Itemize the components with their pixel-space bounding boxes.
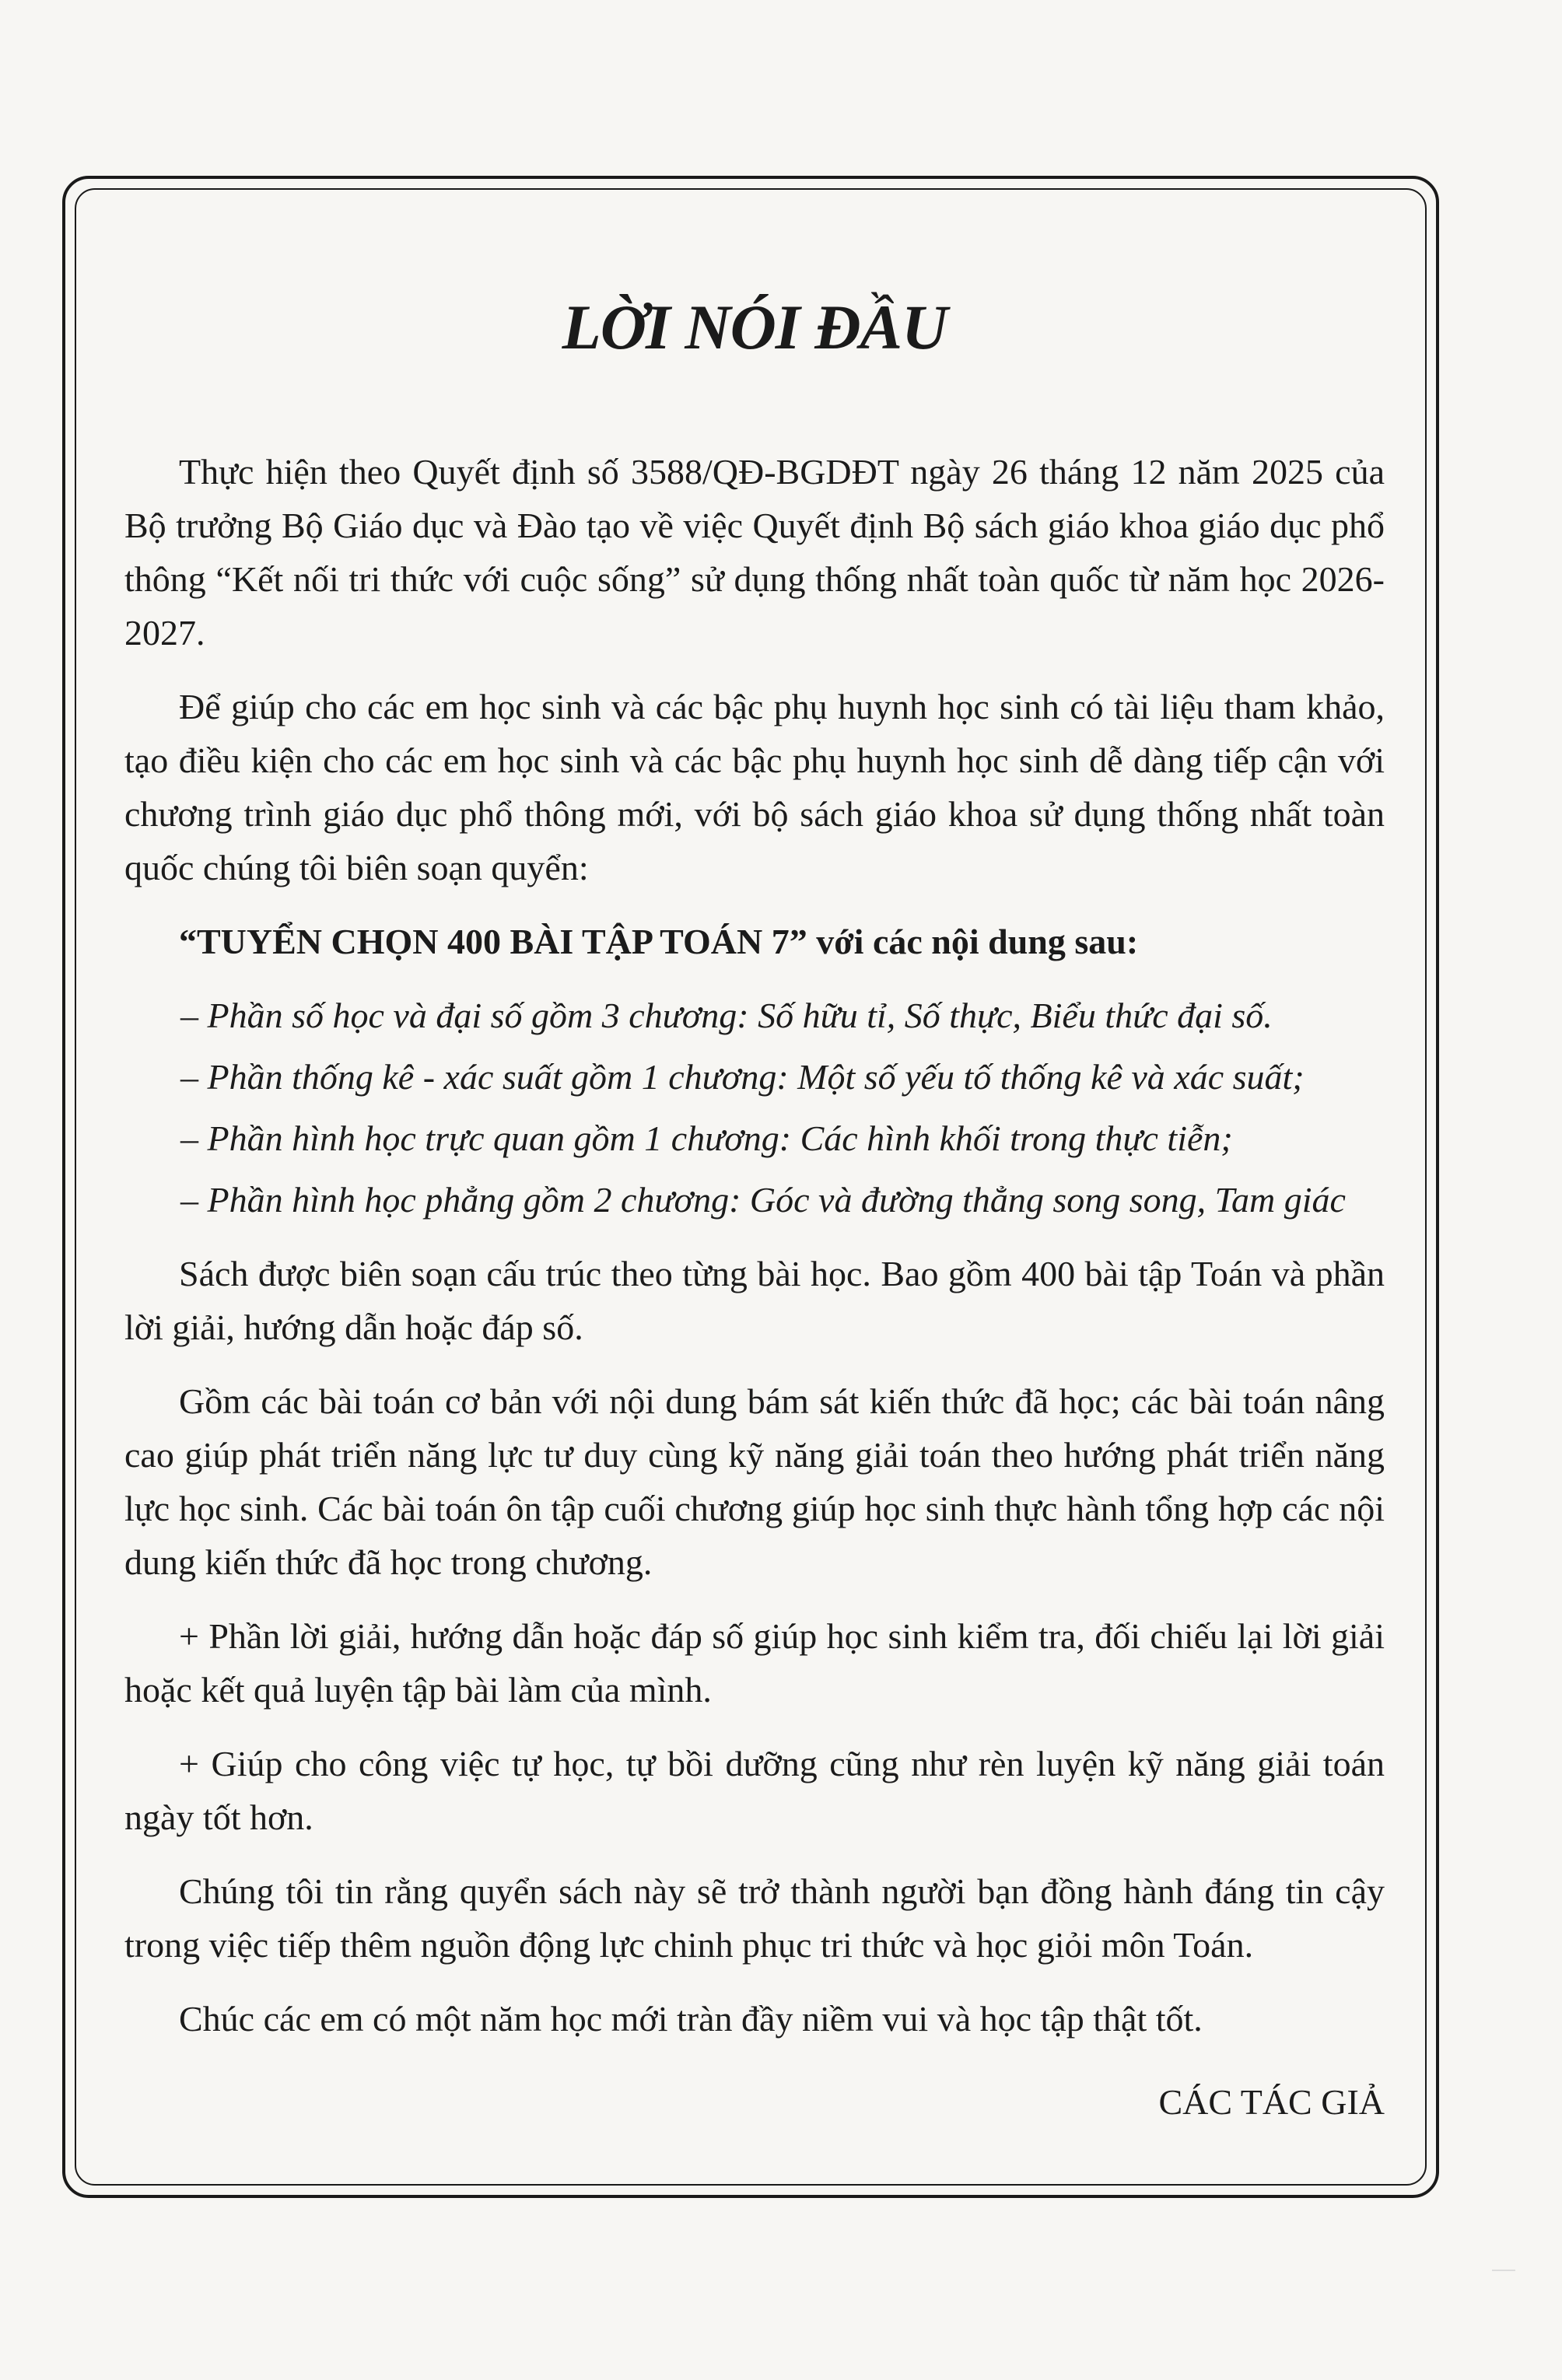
paragraph-wishes: Chúc các em có một năm học mới tràn đầy niềm vui và học tập thật tốt. (179, 1999, 1203, 2039)
chapter-list (124, 989, 1385, 1227)
paragraph-decision: Thực hiện theo Quyết định số 3588/QĐ-BGDĐT ngày 26 tháng 12 năm 2025 của Bộ trưởng Bộ Giáo dục và Đào tạo về việc Quyết định Bộ sách giáo khoa giáo dục phổ thông “Kết nối tri thức với cuộc sống” sử dụng thống nhất toàn quốc từ năm học 2026-2027. (124, 452, 1385, 653)
paragraph-book-title: “TUYỂN CHỌN 400 BÀI TẬP TOÁN 7” với các nội dung sau: (179, 922, 1139, 961)
preface-content (124, 292, 1385, 2129)
paragraph-purpose: Để giúp cho các em học sinh và các bậc phụ huynh học sinh có tài liệu tham khảo, tạo điều kiện cho các em học sinh và các bậc phụ huynh học sinh dễ dàng tiếp cận với chương trình giáo dục phổ thông mới, với bộ sách giáo khoa sử dụng thống nhất toàn quốc chúng tôi biên soạn quyển: (124, 687, 1385, 887)
paragraph-structure: Sách được biên soạn cấu trúc theo từng bài học. Bao gồm 400 bài tập Toán và phần lời giải, hướng dẫn hoặc đáp số. (124, 1254, 1385, 1347)
paragraph-self-study: + Giúp cho công việc tự học, tự bồi dưỡng cũng như rèn luyện kỹ năng giải toán ngày tốt hơn. (124, 1744, 1385, 1837)
chapter-item-plane-geometry: – Phần hình học phẳng gồm 2 chương: Góc và đường thẳng song song, Tam giác (180, 1180, 1346, 1220)
chapter-item-visual-geometry: – Phần hình học trực quan gồm 1 chương: Các hình khối trong thực tiễn; (180, 1118, 1233, 1158)
signature: CÁC TÁC GIẢ (1158, 2082, 1385, 2122)
page-corner-mark (1492, 2270, 1515, 2271)
chapter-item-algebra: – Phần số học và đại số gồm 3 chương: Số hữu tỉ, Số thực, Biểu thức đại số. (180, 996, 1273, 1035)
paragraph-belief: Chúng tôi tin rằng quyển sách này sẽ trở thành người bạn đồng hành đáng tin cậy trong việc tiếp thêm nguồn động lực chinh phục tri thức và học giỏi môn Toán. (124, 1871, 1385, 1965)
chapter-item-statistics: – Phần thống kê - xác suất gồm 1 chương: Một số yếu tố thống kê và xác suất; (180, 1057, 1305, 1097)
paragraph-solutions: + Phần lời giải, hướng dẫn hoặc đáp số giúp học sinh kiểm tra, đối chiếu lại lời giải hoặc kết quả luyện tập bài làm của mình. (124, 1616, 1385, 1710)
paragraph-content: Gồm các bài toán cơ bản với nội dung bám sát kiến thức đã học; các bài toán nâng cao giúp phát triển năng lực tư duy cùng kỹ năng giải toán theo hướng phát triển năng lực học sinh. Các bài toán ôn tập cuối chương giúp học sinh thực hành tổng hợp các nội dung kiến thức đã học trong chương. (124, 1381, 1385, 1582)
page-title: LỜI NÓI ĐẦU (562, 292, 947, 362)
